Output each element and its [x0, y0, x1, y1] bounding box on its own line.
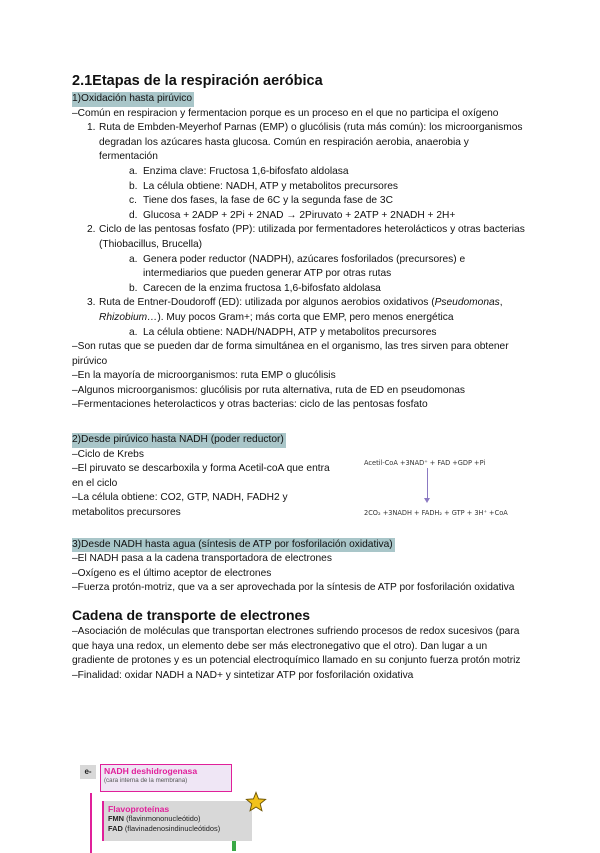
electron-transport-heading: Cadena de transporte de electrones — [72, 607, 311, 624]
electron-chain-diagram — [80, 761, 280, 851]
nadh-subtitle: (cara interna de la membrana) — [104, 777, 188, 784]
fad-row: FAD (flavinadenosindinucleótidos) — [108, 824, 221, 833]
krebs-line: –La célula obtiene: CO2, GTP, NADH, FADH2 y metabolitos precursores — [72, 492, 288, 519]
list-item-text: Ciclo de las pentosas fosfato (PP): utilizada por fermentadores heterolácticos y otras bacterias (Thiobacillus, Brucella) — [99, 224, 525, 250]
fmn-row: FMN (flavinmononucleótido) — [108, 814, 201, 823]
electron-transport-line: –Asociación de moléculas que transportan electrones sufriendo procesos de redox sucesivos (para que haya una redox, un elemento debe ser más electronegativo que el otro). Dan lugar a un gradiente de protones y es un potencial electroquímico llamado en su conjunto fuerza protón motriz — [72, 626, 521, 667]
section-oxidative-phosphorylation — [72, 538, 528, 596]
note-line: –Son rutas que se pueden dar de forma simultánea en el organismo, las tres sirven para obtener pirúvico — [72, 341, 509, 367]
krebs-line: –Ciclo de Krebs — [72, 448, 144, 460]
sub-list-item: a. La célula obtiene: NADH/NADPH, ATP y metabolitos precursores — [129, 326, 437, 338]
chain-connector — [90, 793, 92, 853]
connector-mark — [232, 841, 236, 851]
nadh-dehydrogenase-box — [100, 764, 232, 792]
section-3-line: –Oxígeno es el último aceptor de electrones — [72, 567, 272, 579]
note-line: –En la mayoría de microorganismos: ruta EMP o glucólisis — [72, 370, 336, 382]
section-krebs — [72, 433, 528, 518]
section-oxidation — [72, 92, 528, 413]
section-2-heading: 2)Desde pirúvico hasta NADH (poder reductor) — [72, 433, 286, 448]
arrow-down-icon — [424, 498, 430, 503]
reaction-arrow — [427, 468, 428, 501]
sub-list-item: b. La célula obtiene: NADH, ATP y metabolitos precursores — [129, 180, 398, 192]
note-line: –Fermentaciones heterolacticos y otras bacterias: ciclo de las pentosas fosfato — [72, 399, 428, 411]
section-3-line: –El NADH pasa a la cadena transportadora de electrones — [72, 553, 332, 565]
list-item-text: Ruta de Entner-Doudoroff (ED): utilizada por algunos aerobios oxidativos (Pseudomonas, Rhizobium…). Muy pocos Gram+; más corta que EMP, pero menos energética — [99, 297, 503, 323]
sub-list-item: a. Genera poder reductor (NADPH), azúcares fosforilados (precursores) e intermediarios que pueden generar ATP por otras rutas — [129, 253, 466, 280]
flavoproteins-title: Flavoproteínas — [108, 804, 170, 814]
section-1-heading: 1)Oxidación hasta pirúvico — [72, 92, 194, 107]
section-electron-transport — [72, 606, 528, 683]
page-title: 2.1Etapas de la respiración aeróbica — [72, 73, 323, 89]
list-item: 3. Ruta de Entner-Doudoroff (ED): utilizada por algunos aerobios oxidativos (Pseudomonas, Rhizobium…). Muy pocos Gram+; más corta que EMP, pero menos energética — [87, 297, 503, 323]
krebs-equation-reactants: Acetil-CoA +3NAD⁺ + FAD +GDP +Pi — [364, 458, 486, 467]
krebs-line: –El piruvato se descarboxila y forma Acetil-coA que entra en el ciclo — [72, 463, 330, 489]
flavoproteins-box — [102, 801, 252, 841]
list-item: 1. Ruta de Embden-Meyerhof Parnas (EMP) o glucólisis (ruta más común): los microorganismos degradan los azúcares hasta glucosa. Común en respiración aerobia, anaerobia y fermentación — [87, 122, 523, 163]
nadh-title: NADH deshidrogenasa — [104, 766, 198, 776]
sub-list-item: c. Tiene dos fases, la fase de 6C y la segunda fase de 3C — [129, 195, 393, 207]
note-line: –Algunos microorganismos: glucólisis por ruta alternativa, ruta de ED en pseudomonas — [72, 384, 465, 396]
electron-transport-line: –Finalidad: oxidar NADH a NAD+ y sintetizar ATP por fosforilación oxidativa — [72, 669, 414, 681]
section-3-line: –Fuerza protón-motriz, que va a ser aprovechada por la síntesis de ATP por fosforilación oxidativa — [72, 582, 515, 594]
section-3-heading: 3)Desde NADH hasta agua (síntesis de ATP por fosforilación oxidativa) — [72, 538, 395, 553]
krebs-equation-products: 2CO₂ +3NADH + FADH₂ + GTP + 3H⁺ +CoA — [364, 508, 508, 517]
sub-list-item: a. Enzima clave: Fructosa 1,6-bifosfato aldolasa — [129, 165, 349, 177]
section-1-intro: –Común en respiracion y fermentacion porque es un proceso en el que no participa el oxígeno — [72, 107, 499, 119]
star-icon — [245, 791, 267, 813]
sub-list-item: d. Glucosa + 2ADP + 2Pi + 2NAD → 2Piruvato + 2ATP + 2NADH + 2H+ — [129, 209, 456, 221]
document-page — [72, 72, 528, 683]
sub-list-item: b. Carecen de la enzima fructosa 1,6-bifosfato aldolasa — [129, 282, 381, 294]
list-item: 2. Ciclo de las pentosas fosfato (PP): utilizada por fermentadores heterolácticos y otras bacterias (Thiobacillus, Brucella) — [87, 224, 525, 250]
electron-label: e- — [80, 765, 96, 779]
list-item-text: Ruta de Embden-Meyerhof Parnas (EMP) o glucólisis (ruta más común): los microorganismos degradan los azúcares hasta glucosa. Común en respiración aerobia, anaerobia y fermentación — [99, 122, 523, 163]
